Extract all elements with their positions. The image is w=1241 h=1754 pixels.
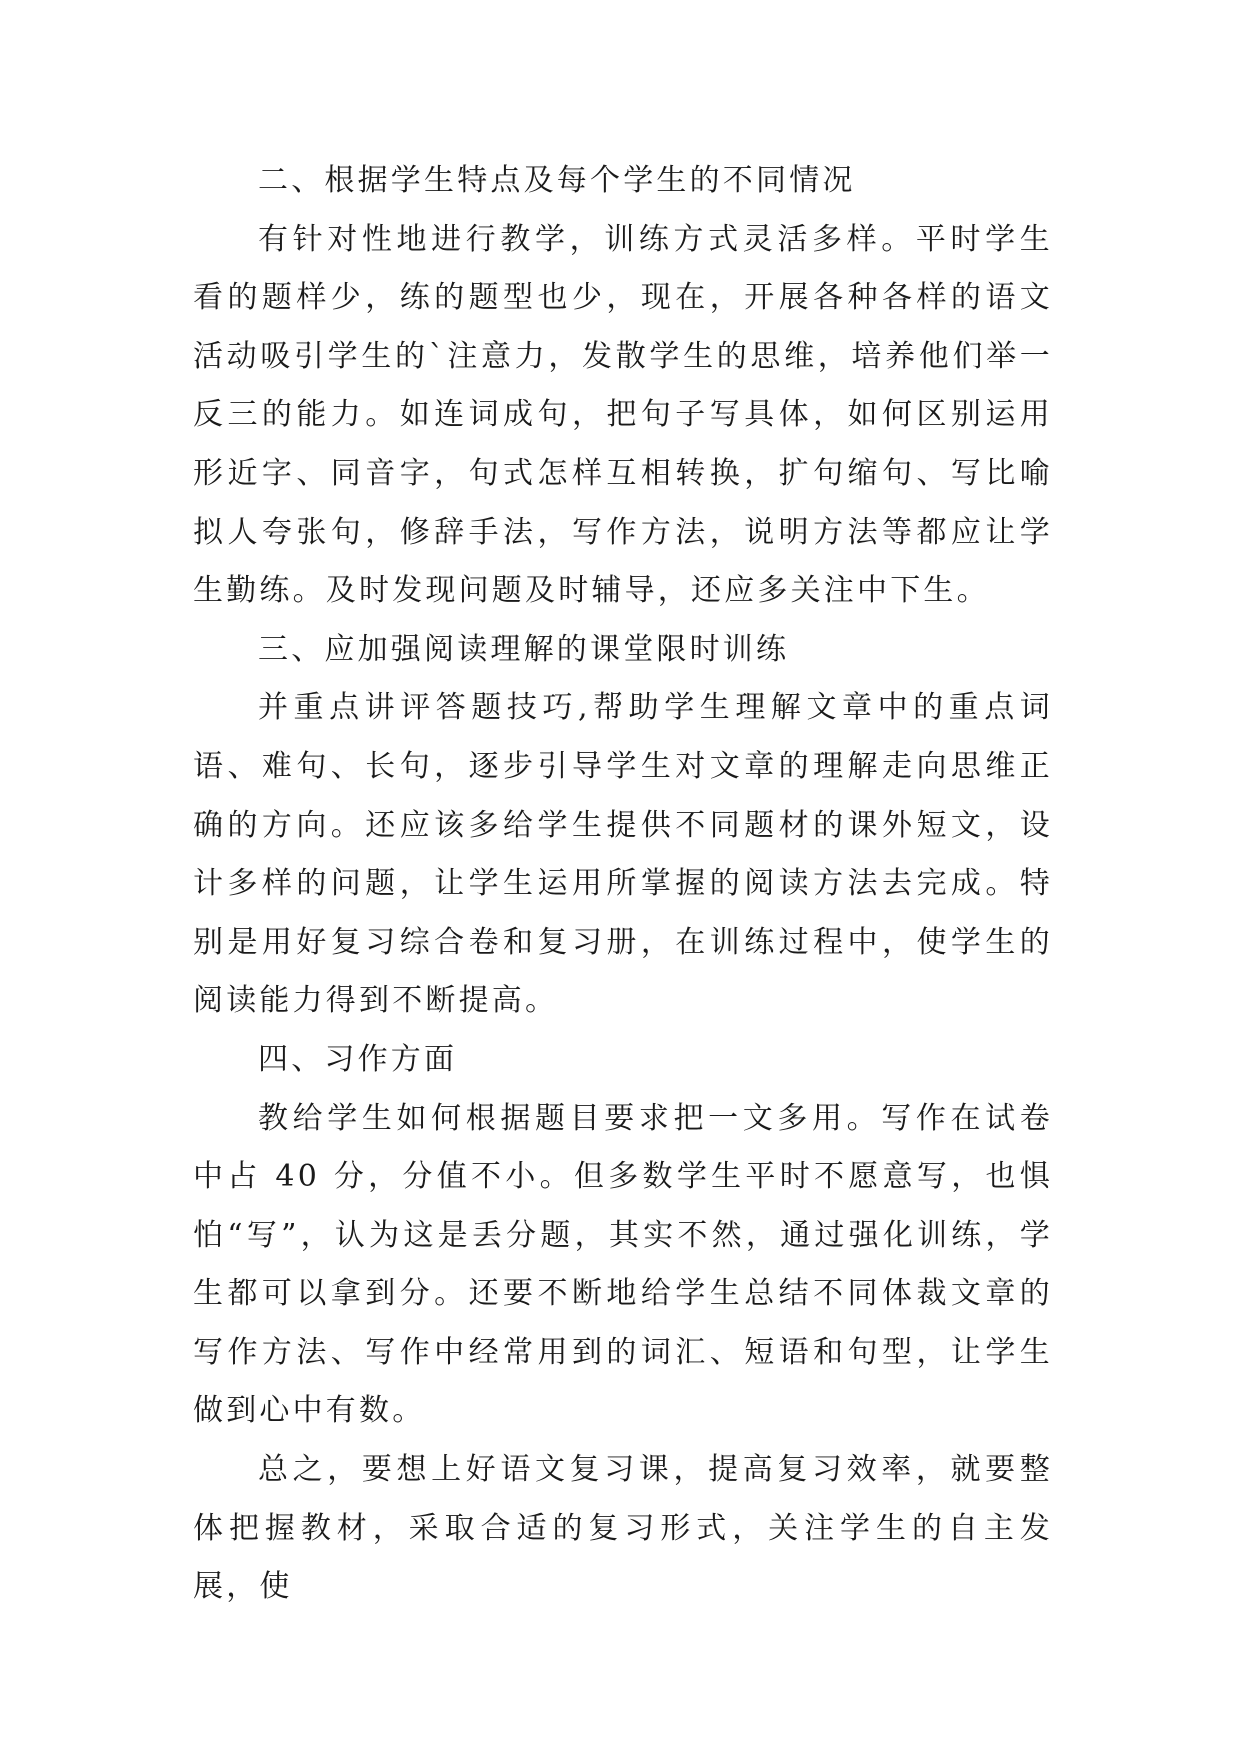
heading-section-4: 四、习作方面 [258, 1041, 458, 1077]
paragraph-section-4: 教给学生如何根据题目要求把一文多用。写作在试卷中占 40 分，分值不小。但多数学生平时不愿意写，也惧怕“写”，认为这是丢分题，其实不然，通过强化训练，学生都可以拿到分。还要不断地给学生总结不同体裁文章的写作方法、写作中经常用到的词汇、短语和句型，让学生做到心中有数。 [193, 1100, 1053, 1429]
heading-section-3: 三、应加强阅读理解的课堂限时训练 [258, 631, 790, 667]
paragraph-section-2: 有针对性地进行教学，训练方式灵活多样。平时学生看的题样少，练的题型也少，现在，开展各种各样的语文活动吸引学生的`注意力，发散学生的思维，培养他们举一反三的能力。如连词成句，把句子写具体，如何区别运用形近字、同音字，句式怎样互相转换，扩句缩句、写比喻拟人夸张句，修辞手法，写作方法，说明方法等都应让学生勤练。及时发现问题及时辅导，还应多关注中下生。 [193, 221, 1053, 609]
paragraph-conclusion: 总之，要想上好语文复习课，提高复习效率，就要整体把握教材，采取合适的复习形式，关注学生的自主发展，使 [193, 1452, 1053, 1605]
heading-section-2: 二、根据学生特点及每个学生的不同情况 [258, 163, 856, 198]
document-body [193, 152, 1053, 1617]
paragraph-section-3: 并重点讲评答题技巧,帮助学生理解文章中的重点词语、难句、长句，逐步引导学生对文章的理解走向思维正确的方向。还应该多给学生提供不同题材的课外短文，设计多样的问题，让学生运用所掌握的阅读方法去完成。特别是用好复习综合卷和复习册，在训练过程中，使学生的阅读能力得到不断提高。 [193, 690, 1053, 1019]
